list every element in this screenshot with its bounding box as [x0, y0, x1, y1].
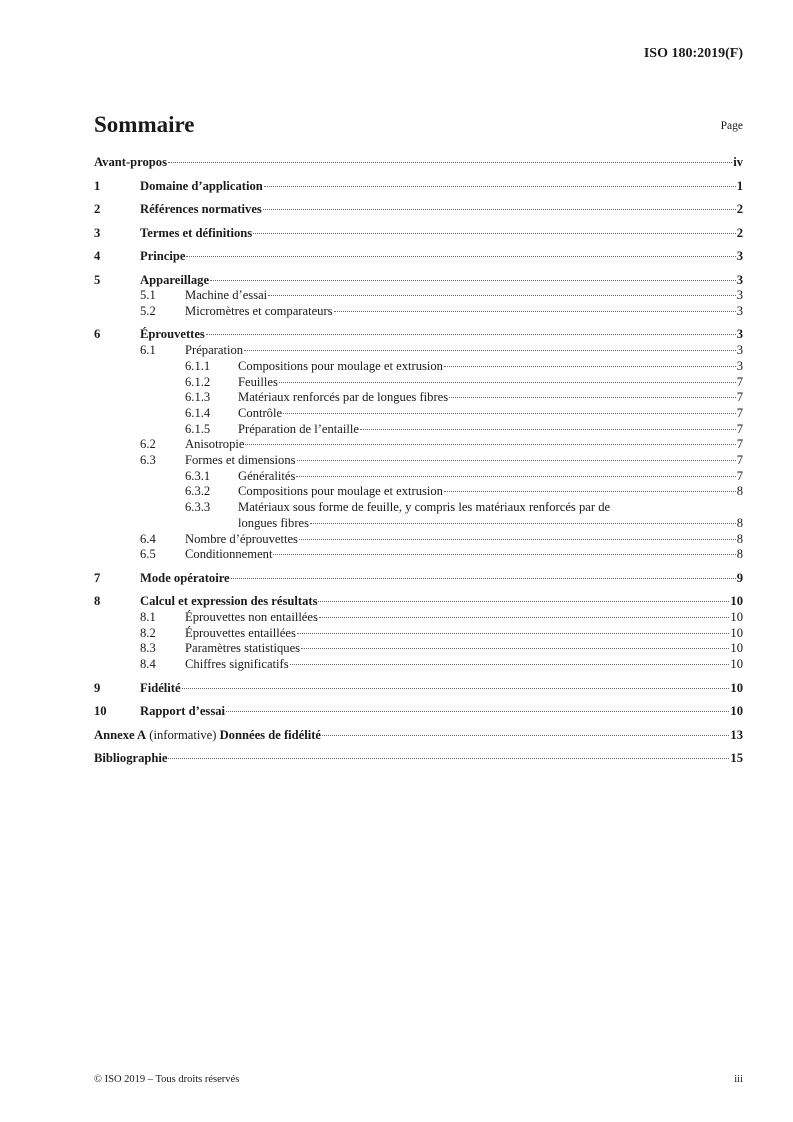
toc-entry[interactable]: [94, 751, 743, 767]
section-title[interactable]: [238, 390, 448, 406]
dot-leader: [268, 295, 736, 296]
toc-entry[interactable]: [94, 469, 743, 485]
section-title-text: Matériaux renforcés par de longues fibres: [238, 390, 449, 405]
page-ref: 1: [736, 178, 743, 193]
page-ref: 13: [730, 727, 743, 742]
toc-entry[interactable]: [94, 155, 743, 171]
dot-leader: [334, 311, 736, 312]
section-title-text: Nombre d’éprouvettes: [185, 531, 298, 546]
page-ref: 10: [730, 704, 743, 719]
page-ref: 8: [736, 547, 743, 562]
section-title-text: Paramètres statistiques: [185, 641, 301, 656]
document-id-header: ISO 180:2019(F): [643, 46, 743, 61]
section-title[interactable]: [140, 226, 252, 242]
page-ref: 7: [736, 390, 743, 405]
toc-entry[interactable]: [94, 422, 743, 438]
section-title[interactable]: [140, 179, 263, 195]
toc-entry[interactable]: [94, 437, 743, 453]
page-ref: 10: [730, 609, 743, 624]
section-title-text: Principe: [140, 249, 186, 263]
dot-leader: [319, 617, 730, 618]
section-title[interactable]: [140, 327, 205, 343]
section-title[interactable]: [185, 304, 333, 320]
section-number: 5.1: [140, 288, 156, 303]
section-title[interactable]: [140, 273, 209, 289]
toc-entry[interactable]: [94, 571, 743, 587]
section-number: 7: [94, 570, 101, 585]
section-title[interactable]: [185, 657, 289, 673]
page-ref: 7: [736, 374, 743, 389]
dot-leader: [444, 491, 736, 492]
dot-leader: [279, 382, 736, 383]
page-number: iii: [734, 1074, 743, 1085]
dot-leader: [297, 460, 736, 461]
toc-entry[interactable]: [94, 288, 743, 304]
section-title[interactable]: [94, 751, 167, 767]
dot-leader: [210, 280, 736, 281]
page-ref: iv: [733, 155, 743, 169]
page-ref: 7: [736, 437, 743, 452]
toc-entry[interactable]: [94, 359, 743, 375]
dot-leader: [206, 334, 736, 335]
section-title-text: Machine d’essai: [185, 288, 268, 303]
dot-leader: [273, 554, 735, 555]
section-number: 8.1: [140, 609, 156, 624]
dot-leader: [264, 186, 736, 187]
section-title[interactable]: [140, 202, 262, 218]
toc-entry[interactable]: [94, 343, 743, 359]
page-ref: 9: [736, 570, 743, 585]
toc-entry[interactable]: [94, 327, 743, 343]
section-title-text: Calcul et expression des résultats: [140, 594, 318, 609]
section-number: 6.4: [140, 531, 156, 546]
page-ref: 3: [736, 272, 743, 287]
section-title[interactable]: [185, 437, 244, 453]
dot-leader: [263, 209, 736, 210]
dot-leader: [253, 233, 736, 234]
section-number: 8.3: [140, 641, 156, 656]
section-title-text: Fidélité: [140, 680, 181, 695]
section-title[interactable]: [185, 453, 296, 469]
section-number: 10: [94, 704, 107, 719]
section-number: 8: [94, 594, 101, 609]
dot-leader: [226, 711, 729, 712]
section-number: 6.1.5: [185, 421, 211, 436]
toc-entry[interactable]: [94, 179, 743, 195]
section-number: 6.3: [140, 453, 156, 468]
section-title-text: Généralités: [238, 468, 296, 483]
dot-leader: [301, 648, 729, 649]
toc-entry[interactable]: [94, 375, 743, 391]
dot-leader: [322, 735, 729, 736]
copyright-text: © ISO 2019 – Tous droits réservés: [94, 1074, 240, 1085]
toc-entry[interactable]: [94, 484, 743, 500]
dot-leader: [299, 539, 736, 540]
dot-leader: [182, 688, 730, 689]
dot-leader: [318, 601, 729, 602]
dot-leader: [231, 578, 736, 579]
section-title-text: Éprouvettes non entaillées: [185, 609, 318, 624]
section-title-text: Mode opératoire: [140, 570, 230, 585]
toc-entry[interactable]: [94, 657, 743, 673]
dot-leader: [245, 444, 735, 445]
section-title-text: Contrôle: [238, 405, 283, 420]
section-title-tail: Données de fidélité: [219, 727, 322, 742]
section-title[interactable]: [238, 469, 295, 485]
dot-leader: [310, 523, 736, 524]
section-title-text: Matériaux sous forme de feuille, y compris les matériaux renforcés par de: [238, 500, 611, 515]
toc-entry[interactable]: [94, 704, 743, 720]
section-title-text: Préparation de l’entaille: [238, 421, 359, 436]
section-title-text: Références normatives: [140, 202, 262, 216]
page-ref: 3: [736, 303, 743, 318]
toc-entry[interactable]: [94, 594, 743, 610]
toc-entry[interactable]: [94, 406, 743, 422]
page-ref: 10: [730, 641, 743, 656]
section-number: 6: [94, 327, 101, 342]
toc-entry[interactable]: [94, 390, 743, 406]
dot-leader: [186, 256, 735, 257]
page-ref: 3: [736, 343, 743, 358]
toc-entry[interactable]: [94, 226, 743, 242]
page-ref: 3: [736, 249, 743, 263]
section-title-note: (informative): [146, 727, 220, 742]
section-title-text: Bibliographie: [94, 751, 168, 766]
page-ref: 7: [736, 421, 743, 436]
page-column-label: Page: [720, 120, 743, 132]
page-ref: 8: [736, 515, 743, 530]
section-number: 6.5: [140, 547, 156, 562]
toc-entry[interactable]: [94, 453, 743, 469]
section-number: 2: [94, 202, 101, 216]
page-ref: 3: [736, 327, 743, 342]
section-title-text: Éprouvettes entaillées: [185, 625, 296, 640]
dot-leader: [283, 413, 736, 414]
section-title[interactable]: [238, 500, 610, 516]
dot-leader: [290, 664, 730, 665]
section-title-text: Rapport d’essai: [140, 704, 226, 719]
section-title[interactable]: [140, 704, 225, 720]
section-title[interactable]: [94, 155, 167, 171]
section-number: 4: [94, 249, 101, 263]
dot-leader: [297, 633, 730, 634]
dot-leader: [360, 429, 736, 430]
section-title[interactable]: [185, 626, 296, 642]
toc-entry[interactable]: [94, 532, 743, 548]
page-ref: 3: [736, 288, 743, 303]
toc-entry[interactable]: [94, 626, 743, 642]
page-ref: 10: [730, 680, 743, 695]
section-title[interactable]: [185, 547, 272, 563]
section-title[interactable]: [140, 681, 181, 697]
toc-entry[interactable]: [94, 728, 743, 744]
page-title: Sommaire: [94, 112, 195, 137]
page-ref: 10: [730, 594, 743, 609]
section-title-text: Domaine d’application: [140, 178, 263, 193]
section-title-text: Conditionnement: [185, 547, 273, 562]
section-title[interactable]: [140, 249, 185, 265]
toc-entry[interactable]: [94, 547, 743, 563]
page-ref: 7: [736, 468, 743, 483]
toc-entry[interactable]: [94, 500, 743, 516]
section-title[interactable]: [238, 484, 443, 500]
section-title-text: Préparation: [185, 343, 244, 358]
section-title-text: Termes et définitions: [140, 225, 253, 240]
section-title-continuation: longues fibres: [238, 515, 309, 530]
page-ref: 8: [736, 484, 743, 499]
section-number: 8.4: [140, 657, 156, 672]
section-number: 6.1.3: [185, 390, 211, 405]
toc-entry-continuation[interactable]: [94, 516, 743, 532]
toc-entry[interactable]: [94, 249, 743, 265]
section-number: 3: [94, 225, 101, 240]
dot-leader: [244, 350, 736, 351]
section-number: 6.1.1: [185, 358, 211, 373]
section-title[interactable]: [238, 406, 282, 422]
section-number: 9: [94, 680, 101, 695]
section-title-text: Avant-propos: [94, 155, 168, 169]
section-title[interactable]: [185, 532, 298, 548]
section-title[interactable]: [238, 375, 278, 391]
section-number: 6.1.2: [185, 374, 211, 389]
section-title[interactable]: [185, 610, 318, 626]
section-number: 6.2: [140, 437, 156, 452]
page-ref: 10: [730, 625, 743, 640]
toc-entry[interactable]: [94, 641, 743, 657]
section-number: 5: [94, 272, 101, 287]
dot-leader: [168, 162, 732, 163]
page-ref: 2: [736, 202, 743, 216]
page-ref: 10: [730, 657, 743, 672]
dot-leader: [444, 366, 736, 367]
section-title-text: Feuilles: [238, 374, 278, 389]
table-of-contents: [94, 155, 743, 767]
section-title[interactable]: [238, 359, 443, 375]
section-number: 5.2: [140, 303, 156, 318]
footer: [94, 1074, 743, 1085]
section-number: 6.1.4: [185, 405, 211, 420]
section-title-text: Compositions pour moulage et extrusion: [238, 358, 443, 373]
section-title[interactable]: [185, 288, 267, 304]
dot-leader: [168, 758, 729, 759]
section-title[interactable]: [140, 571, 230, 587]
section-title-text: Éprouvettes: [140, 327, 205, 342]
section-number: 6.3.1: [185, 468, 211, 483]
toc-entry[interactable]: [94, 681, 743, 697]
section-title-text: Compositions pour moulage et extrusion: [238, 484, 443, 499]
page-ref: 3: [736, 358, 743, 373]
toc-entry[interactable]: [94, 610, 743, 626]
dot-leader: [296, 476, 735, 477]
section-title-text: Chiffres significatifs: [185, 657, 289, 672]
section-title-text: Anisotropie: [185, 437, 245, 452]
section-number: 6.3.2: [185, 484, 211, 499]
toc-entry[interactable]: [94, 202, 743, 218]
dot-leader: [449, 397, 736, 398]
toc-entry[interactable]: [94, 304, 743, 320]
section-number: 6.1: [140, 343, 156, 358]
section-title[interactable]: [185, 641, 300, 657]
page-ref: 15: [730, 751, 743, 766]
section-title[interactable]: [238, 422, 359, 438]
section-title[interactable]: [140, 594, 317, 610]
page-ref: 7: [736, 405, 743, 420]
page-ref: 8: [736, 531, 743, 546]
section-title[interactable]: [94, 728, 321, 744]
section-title-text: Micromètres et comparateurs: [185, 303, 333, 318]
toc-entry[interactable]: [94, 273, 743, 289]
section-title-text: Appareillage: [140, 272, 210, 287]
section-number: 1: [94, 178, 101, 193]
section-title[interactable]: [185, 343, 243, 359]
section-number: 8.2: [140, 625, 156, 640]
section-number: 6.3.3: [185, 500, 211, 515]
page-ref: 7: [736, 453, 743, 468]
section-title-text: Formes et dimensions: [185, 453, 296, 468]
page-ref: 2: [736, 225, 743, 240]
section-title-text: Annexe A: [94, 727, 147, 742]
